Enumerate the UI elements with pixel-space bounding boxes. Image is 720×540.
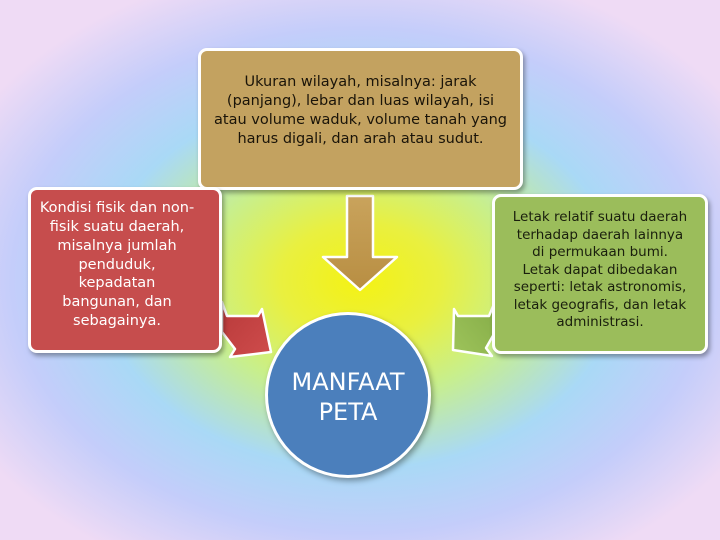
center-title-line-1: MANFAAT bbox=[291, 368, 405, 396]
top-box-line-4: harus digali, dan arah atau sudut. bbox=[237, 130, 484, 147]
left-box-line-1: Kondisi fisik dan non- bbox=[39, 200, 195, 216]
right-box-location bbox=[492, 194, 708, 354]
left-box-line-3: misalnya jumlah bbox=[57, 237, 177, 254]
right-box-line-4: Letak dapat dibedakan bbox=[522, 261, 678, 278]
left-arrow bbox=[222, 302, 271, 357]
top-box-dimensions bbox=[198, 48, 523, 190]
right-box-line-2: terhadap daerah lainnya bbox=[516, 226, 684, 243]
down-arrow bbox=[323, 196, 397, 290]
right-box-line-3: di permukaan bumi. bbox=[532, 244, 668, 261]
right-box-line-5: seperti: letak astronomis, bbox=[513, 279, 687, 296]
left-box-line-5: kepadatan bbox=[78, 275, 156, 292]
left-box-line-7: sebagainya. bbox=[73, 313, 161, 330]
right-box-line-7: administrasi. bbox=[556, 314, 644, 331]
left-box-line-4: penduduk, bbox=[78, 256, 156, 273]
center-title-line-2: PETA bbox=[318, 398, 378, 426]
left-box-conditions bbox=[28, 187, 222, 353]
right-box-line-1: Letak relatif suatu daerah bbox=[512, 209, 688, 225]
left-box-line-2: fisik suatu daerah, bbox=[49, 218, 185, 235]
top-box-line-1: Ukuran wilayah, misalnya: jarak bbox=[244, 74, 477, 90]
top-box-line-2: (panjang), lebar dan luas wilayah, isi bbox=[226, 92, 495, 109]
left-box-line-6: bangunan, dan bbox=[62, 294, 172, 311]
right-arrow bbox=[453, 304, 494, 356]
right-box-line-6: letak geografis, dan letak bbox=[513, 296, 687, 313]
center-circle bbox=[265, 312, 431, 478]
top-box-line-3: atau volume waduk, volume tanah yang bbox=[214, 111, 507, 128]
